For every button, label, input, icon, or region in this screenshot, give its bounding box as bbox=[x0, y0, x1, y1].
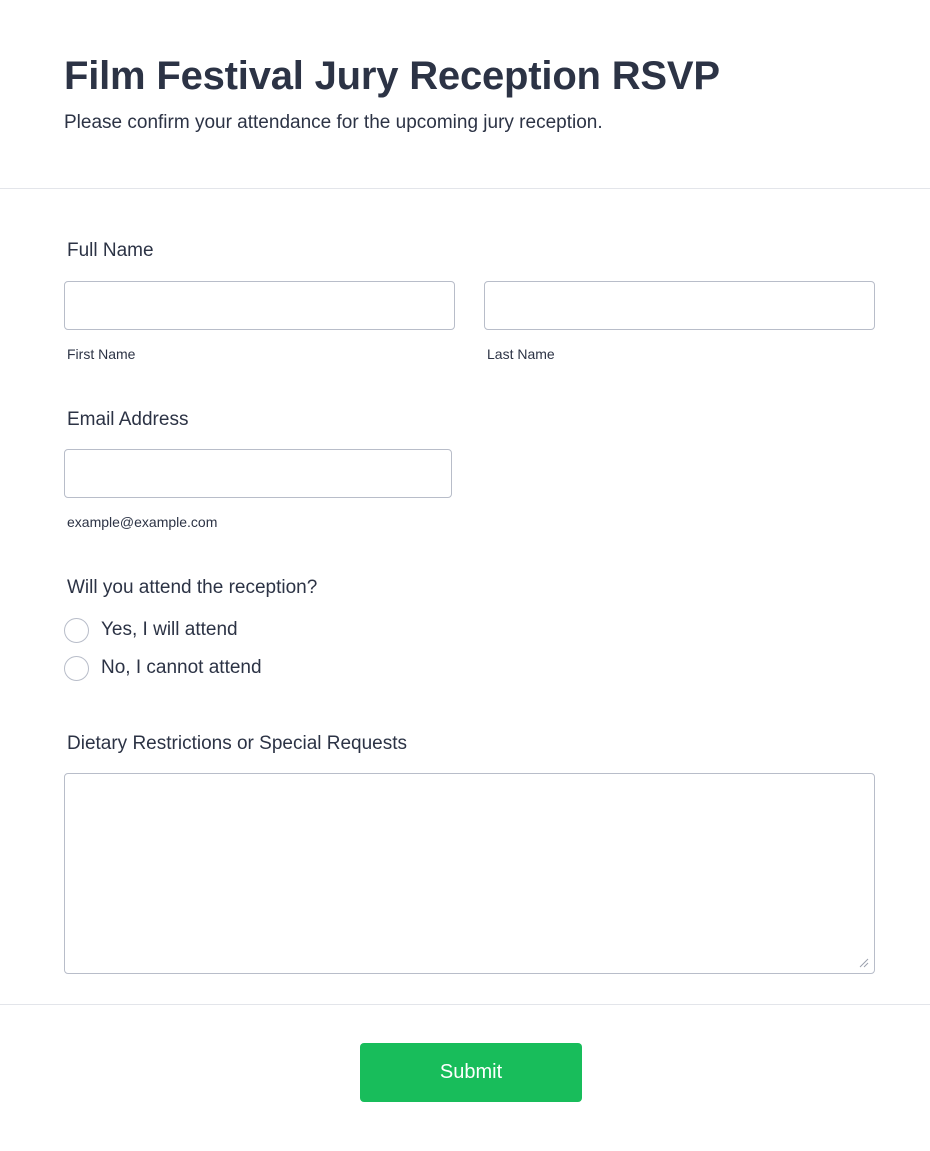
radio-button-no[interactable] bbox=[64, 656, 89, 681]
dietary-label: Dietary Restrictions or Special Requests bbox=[67, 733, 408, 754]
radio-label-no: No, I cannot attend bbox=[101, 657, 262, 678]
radio-option-no[interactable] bbox=[64, 655, 262, 681]
form-subtitle: Please confirm your attendance for the upcoming jury reception. bbox=[64, 112, 603, 133]
last-name-sublabel: Last Name bbox=[487, 346, 555, 362]
email-label: Email Address bbox=[67, 409, 189, 430]
footer-divider bbox=[0, 1004, 930, 1005]
form-title: Film Festival Jury Reception RSVP bbox=[64, 54, 720, 98]
resize-handle-icon[interactable] bbox=[859, 958, 869, 968]
attendance-label: Will you attend the reception? bbox=[67, 577, 318, 598]
first-name-input[interactable] bbox=[64, 281, 455, 330]
email-sublabel: example@example.com bbox=[67, 514, 218, 530]
first-name-sublabel: First Name bbox=[67, 346, 136, 362]
radio-button-yes[interactable] bbox=[64, 618, 89, 643]
last-name-input[interactable] bbox=[484, 281, 875, 330]
radio-option-yes[interactable] bbox=[64, 617, 238, 643]
submit-button[interactable]: Submit bbox=[360, 1043, 582, 1102]
form-header bbox=[0, 0, 930, 189]
email-input[interactable] bbox=[64, 449, 452, 498]
dietary-textarea[interactable] bbox=[64, 773, 875, 974]
full-name-label: Full Name bbox=[67, 240, 154, 261]
radio-label-yes: Yes, I will attend bbox=[101, 619, 238, 640]
